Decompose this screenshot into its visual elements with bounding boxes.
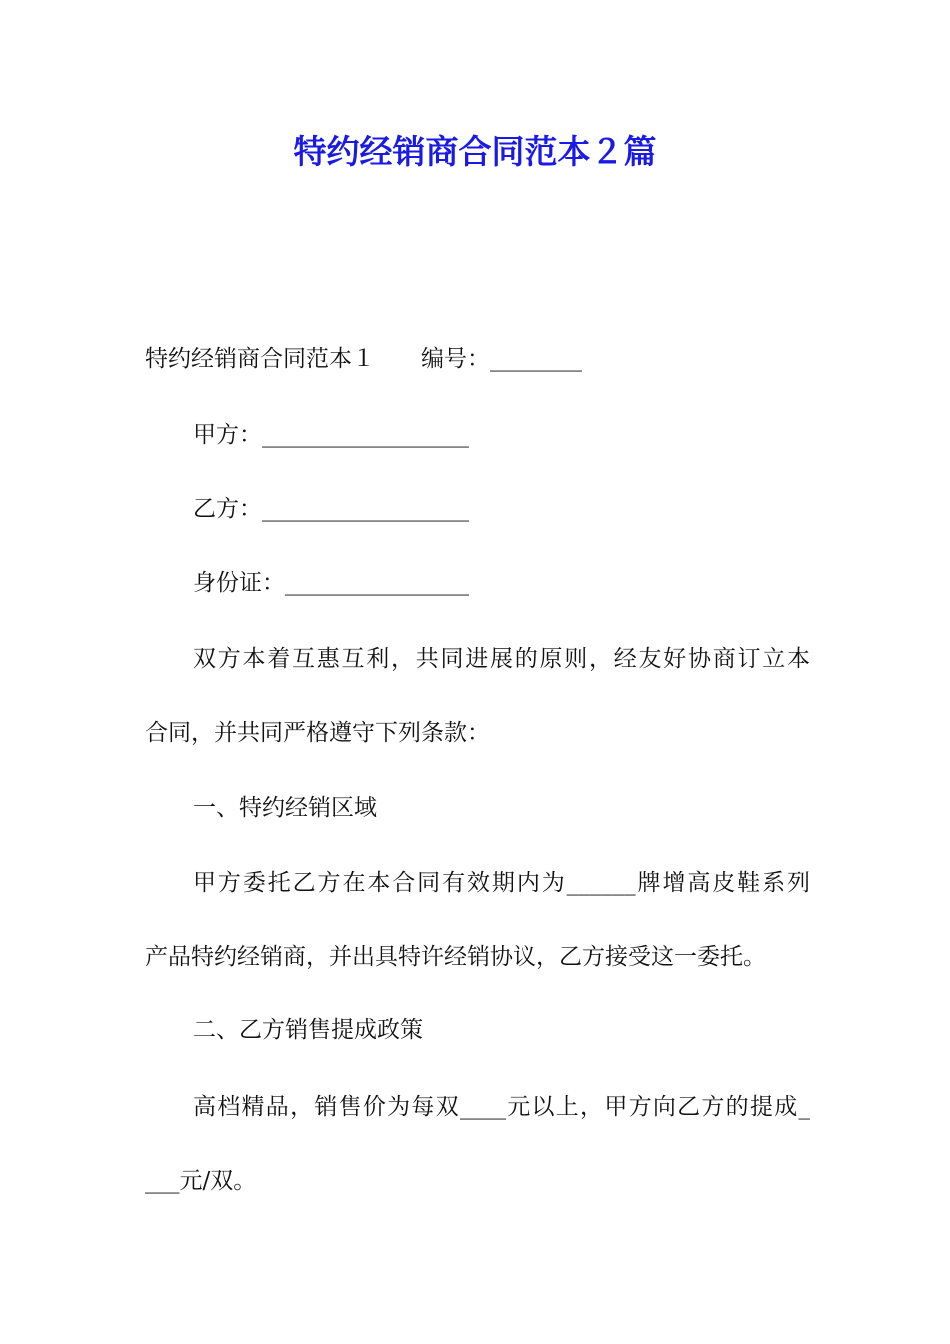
party-b-field: 乙方：__________________ (193, 496, 469, 522)
section-2-heading: 二、乙方销售提成政策 (193, 1017, 423, 1043)
section-2-paragraph-line-2: ___元/双。 (145, 1168, 257, 1194)
section-1-paragraph-line-1: 甲方委托乙方在本合同有效期内为______牌增高皮鞋系列 (193, 870, 810, 896)
contract-header-line (145, 342, 810, 376)
party-a-field: 甲方：__________________ (193, 422, 469, 448)
serial-number-field: 编号：________ (421, 346, 582, 372)
intro-paragraph-line-2: 合同，并共同严格遵守下列条款： (145, 720, 490, 746)
section-1-heading: 一、特约经销区域 (193, 795, 377, 821)
intro-paragraph-line-1: 双方本着互惠互利，共同进展的原则，经友好协商订立本 (193, 646, 810, 672)
page-title: 特约经销商合同范本２篇 (293, 132, 657, 171)
section-2-paragraph-line-1: 高档精品，销售价为每双____元以上，甲方向乙方的提成_ (193, 1094, 810, 1120)
id-card-field: 身份证：________________ (193, 570, 469, 596)
section-1-paragraph-line-2: 产品特约经销商，并出具特许经销协议，乙方接受这一委托。 (145, 944, 766, 970)
contract-name: 特约经销商合同范本１ (145, 346, 375, 372)
